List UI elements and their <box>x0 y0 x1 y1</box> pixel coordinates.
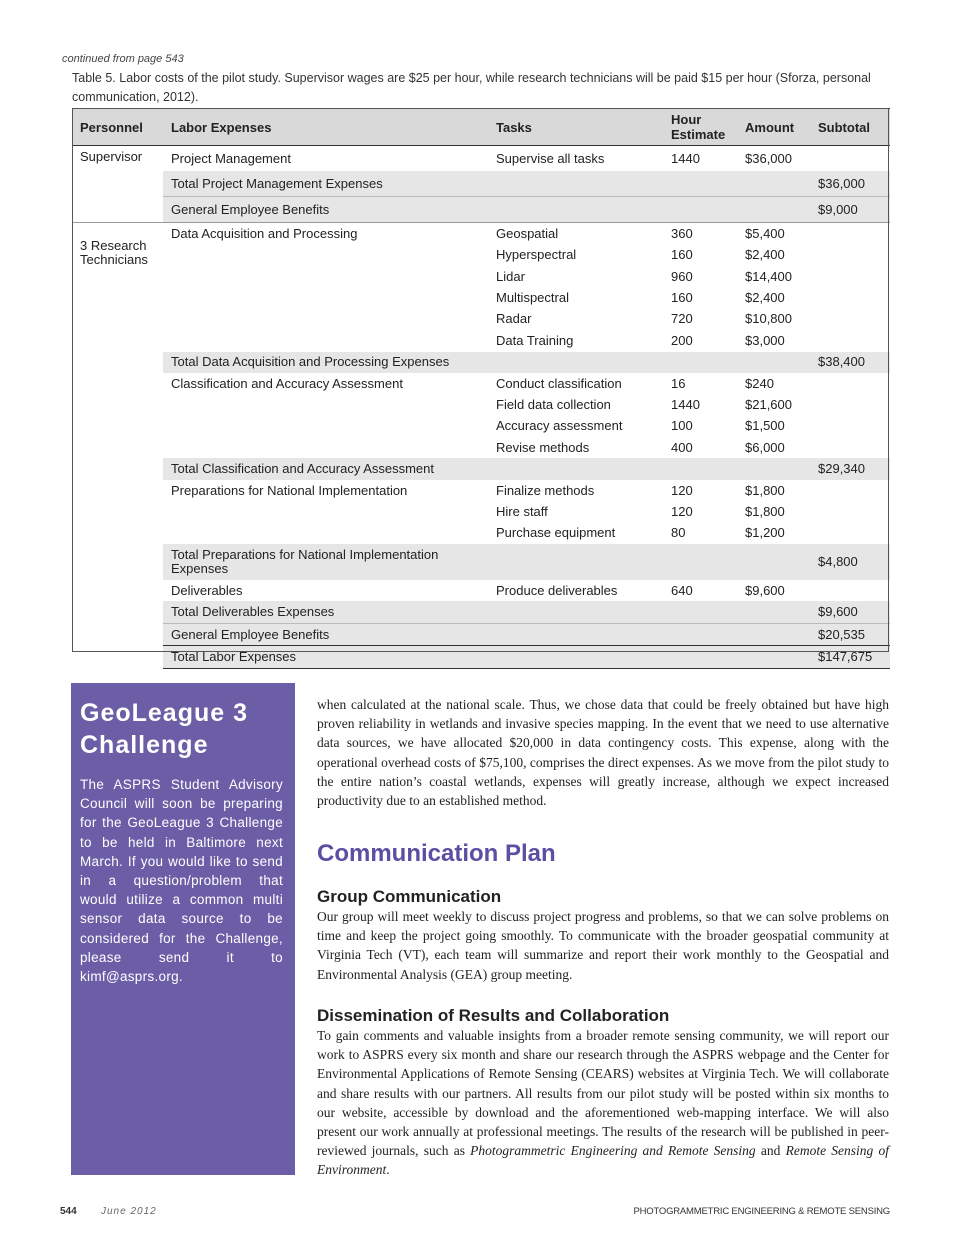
expense-cell <box>163 416 488 437</box>
task-cell: Data Training <box>496 332 574 348</box>
amount-cell: $9,600 <box>745 582 785 598</box>
task-cell: Supervise all tasks <box>496 150 605 166</box>
amount-cell: $1,800 <box>745 503 785 519</box>
hours-cell <box>663 623 737 645</box>
table-row <box>72 309 890 330</box>
labor-costs-table <box>72 108 890 669</box>
table-row <box>72 287 890 308</box>
table-caption: Table 5. Labor costs of the pilot study. Supervisor wages are $25 per hour, while research technicians will be paid $15 per hour (Sforza, personal communication, 2012). <box>72 71 871 104</box>
dissemination-heading: Dissemination of Results and Collaboration <box>317 1006 670 1025</box>
expense-cell: Project Management <box>171 150 291 166</box>
dissemination-section <box>317 1006 889 1180</box>
header-personnel: Personnel <box>72 109 163 146</box>
expense-cell: Total Data Acquisition and Processing Expenses <box>163 352 488 373</box>
expense-cell <box>163 245 488 266</box>
amount-cell: $36,000 <box>745 150 792 166</box>
table-row <box>72 623 890 645</box>
hours-cell: 120 <box>671 503 693 519</box>
dissemination-text-part1: To gain comments and valuable insights from a broader remote sensing community, we will report our work to ASPRS every six month and share our research through the ASPRS webpage and the Center for Environmental Applications of Remote Sensing (CEARS) websites at Virginia Tech. We will collaborate and share results with our partners. All results from our pilot study will be posted within six months to our website, accessible by download and the aforementioned web-mapping interface. We will also present our work annually at professional meetings. The results of the research will be published in peer-reviewed journals, such as <box>317 1028 889 1159</box>
hours-cell: 100 <box>671 418 693 434</box>
expense-cell: Total Classification and Accuracy Assessment <box>163 458 488 479</box>
expense-cell: Deliverables <box>171 582 243 598</box>
amount-cell <box>737 646 810 668</box>
amount-cell <box>737 458 810 479</box>
subtotal-cell <box>810 245 890 266</box>
table-row <box>72 373 890 394</box>
amount-cell: $2,400 <box>745 290 785 306</box>
task-cell <box>488 458 663 479</box>
section-heading: Communication Plan <box>317 840 556 867</box>
task-cell: Revise methods <box>496 439 590 455</box>
hours-cell: 120 <box>671 482 693 498</box>
communication-section <box>317 840 889 868</box>
hours-cell: 640 <box>671 582 693 598</box>
subtotal-cell <box>810 266 890 287</box>
table-row <box>72 197 890 223</box>
subtotal-cell: $29,340 <box>810 458 890 479</box>
expense-cell: General Employee Benefits <box>163 197 488 223</box>
expense-cell <box>163 309 488 330</box>
header-amount: Amount <box>737 109 810 146</box>
task-cell <box>488 601 663 623</box>
subtotal-cell <box>810 223 890 245</box>
hours-cell: 160 <box>671 247 693 263</box>
hours-cell <box>663 197 737 223</box>
subtotal-cell: $9,000 <box>810 197 890 223</box>
personnel-cell: 3 Research Technicians <box>72 223 163 668</box>
amount-cell: $1,800 <box>745 482 785 498</box>
header-subtotal: Subtotal <box>810 109 890 146</box>
group-text: Our group will meet weekly to discuss project progress and problems, so that we can solve problems on time and keep the project going smoothly. To communicate with the broader geospatial community at Virginia Tech (VT), each team will summarize and report their work monthly to the Geospatial and Environmental Analysis (GEA) group meeting. <box>317 909 889 982</box>
task-cell: Radar <box>496 311 532 327</box>
expense-cell <box>163 501 488 522</box>
table-row <box>72 171 890 196</box>
group-heading: Group Communication <box>317 887 502 906</box>
task-cell: Accuracy assessment <box>496 418 623 434</box>
table-row <box>72 146 890 172</box>
hours-cell <box>663 171 737 196</box>
task-cell <box>488 171 663 196</box>
expense-cell: Data Acquisition and Processing <box>163 223 488 245</box>
task-cell <box>488 352 663 373</box>
task-cell <box>488 646 663 668</box>
expense-cell <box>163 287 488 308</box>
expense-cell <box>163 523 488 544</box>
amount-cell: $3,000 <box>745 332 785 348</box>
expense-cell: Classification and Accuracy Assessment <box>171 375 403 391</box>
subtotal-cell <box>810 146 890 172</box>
table-row <box>72 352 890 373</box>
table-row <box>72 437 890 458</box>
sidebar-title: GeoLeague 3 Challenge <box>80 699 248 759</box>
continued-note: continued from page 543 <box>62 53 184 65</box>
table-row <box>72 245 890 266</box>
hours-cell <box>663 458 737 479</box>
expense-cell: Total Labor Expenses <box>163 646 488 668</box>
table-row <box>72 458 890 479</box>
hours-cell: 16 <box>671 375 686 391</box>
task-cell: Hire staff <box>496 503 548 519</box>
task-cell <box>488 623 663 645</box>
table-row <box>72 646 890 668</box>
issue-date: June 2012 <box>101 1206 157 1217</box>
expense-cell: General Employee Benefits <box>163 623 488 645</box>
hours-cell: 1440 <box>671 150 700 166</box>
expense-cell: Total Project Management Expenses <box>163 171 488 196</box>
hours-cell <box>663 352 737 373</box>
subtotal-cell <box>810 416 890 437</box>
subtotal-cell: $4,800 <box>810 544 890 580</box>
subtotal-cell: $20,535 <box>810 623 890 645</box>
amount-cell: $1,500 <box>745 418 785 434</box>
table-row <box>72 266 890 287</box>
table-row <box>72 601 890 623</box>
sidebar-body: The ASPRS Student Advisory Council will soon be preparing for the GeoLeague 3 Challenge to be held in Baltimore next March. If you would like to send in a question/problem that would utilize a common multi sensor data source to be considered for the Challenge, please send it to kimf@asprs.org. <box>80 777 283 985</box>
amount-cell: $21,600 <box>745 396 792 412</box>
personnel-cell: Supervisor <box>80 149 143 164</box>
amount-cell: $6,000 <box>745 439 785 455</box>
table-row <box>72 330 890 351</box>
expense-cell: Preparations for National Implementation <box>171 482 408 498</box>
subtotal-cell <box>810 480 890 501</box>
subtotal-cell <box>810 580 890 601</box>
subtotal-cell <box>810 437 890 458</box>
hours-cell: 960 <box>671 268 693 284</box>
task-cell: Purchase equipment <box>496 525 616 541</box>
task-cell: Field data collection <box>496 396 611 412</box>
amount-cell <box>737 623 810 645</box>
hours-cell: 1440 <box>671 396 700 412</box>
expense-cell <box>163 266 488 287</box>
expense-cell <box>163 330 488 351</box>
task-cell: Hyperspectral <box>496 247 577 263</box>
subtotal-cell: $36,000 <box>810 171 890 196</box>
table-row <box>72 523 890 544</box>
amount-cell: $2,400 <box>745 247 785 263</box>
amount-cell: $240 <box>745 375 774 391</box>
subtotal-cell <box>810 287 890 308</box>
hours-cell: 80 <box>671 525 686 541</box>
hours-cell: 360 <box>663 223 737 245</box>
page-number: 544 <box>60 1206 77 1217</box>
subtotal-cell: $9,600 <box>810 601 890 623</box>
subtotal-cell <box>810 501 890 522</box>
hours-cell <box>663 601 737 623</box>
amount-cell: $10,800 <box>745 311 792 327</box>
task-cell: Lidar <box>496 268 525 284</box>
amount-cell <box>737 171 810 196</box>
amount-cell <box>737 197 810 223</box>
amount-cell: $5,400 <box>737 223 810 245</box>
header-tasks: Tasks <box>488 109 663 146</box>
amount-cell <box>737 601 810 623</box>
journal-title-pers: Photogrammetric Engineering and Remote Sensing <box>470 1143 756 1159</box>
dissemination-text <box>317 1026 889 1180</box>
task-cell: Produce deliverables <box>496 582 618 598</box>
dissemination-text-part2: and <box>755 1143 786 1159</box>
header-labor-expenses: Labor Expenses <box>163 109 488 146</box>
task-cell: Finalize methods <box>496 482 595 498</box>
subtotal-cell <box>810 394 890 415</box>
expense-cell: Total Preparations for National Implementation Expenses <box>163 544 488 580</box>
hours-cell: 200 <box>671 332 693 348</box>
intro-block <box>317 695 889 810</box>
subtotal-cell <box>810 330 890 351</box>
hours-cell <box>663 646 737 668</box>
group-communication-section <box>317 887 889 984</box>
expense-cell <box>163 437 488 458</box>
table-row <box>72 416 890 437</box>
task-cell <box>488 544 663 580</box>
task-cell <box>488 197 663 223</box>
table-row <box>72 501 890 522</box>
subtotal-cell <box>810 373 890 394</box>
amount-cell <box>737 544 810 580</box>
subtotal-cell <box>810 309 890 330</box>
table-row <box>72 544 890 580</box>
subtotal-cell: $147,675 <box>810 646 890 668</box>
journal-title-rse: Remote Sensing of Environment <box>317 1143 889 1178</box>
dissemination-text-part3: . <box>386 1162 390 1178</box>
expense-cell: Total Deliverables Expenses <box>163 601 488 623</box>
hours-cell: 400 <box>671 439 693 455</box>
amount-cell <box>737 352 810 373</box>
subtotal-cell: $38,400 <box>810 352 890 373</box>
table-header-row <box>72 109 890 146</box>
header-hour-estimate: Hour Estimate <box>663 109 737 146</box>
journal-name: PHOTOGRAMMETRIC ENGINEERING & REMOTE SENSING <box>633 1206 890 1217</box>
table-row <box>72 480 890 501</box>
expense-cell <box>163 394 488 415</box>
task-cell: Conduct classification <box>496 375 622 391</box>
hours-cell <box>663 544 737 580</box>
table-row <box>72 394 890 415</box>
intro-paragraph: when calculated at the national scale. Thus, we chose data that could be freely obtained but have high proven reliability in wetlands and invasive species mapping. In the event that we need to use alternative data sources, we have allocated $20,000 in data contingency costs. This expense, along with the operational overhead costs of $75,100, comprises the direct expenses. As we move from the pilot study to the entire nation’s coastal wetlands, expenses will greatly increase, although we expect increased productivity due to an established method. <box>317 697 889 809</box>
subtotal-cell <box>810 523 890 544</box>
table-row <box>72 580 890 601</box>
hours-cell: 160 <box>671 290 693 306</box>
amount-cell: $14,400 <box>745 268 792 284</box>
geoleague-sidebar <box>71 683 295 1175</box>
table-row <box>72 223 890 245</box>
task-cell: Multispectral <box>496 290 569 306</box>
task-cell: Geospatial <box>488 223 663 245</box>
amount-cell: $1,200 <box>745 525 785 541</box>
hours-cell: 720 <box>671 311 693 327</box>
